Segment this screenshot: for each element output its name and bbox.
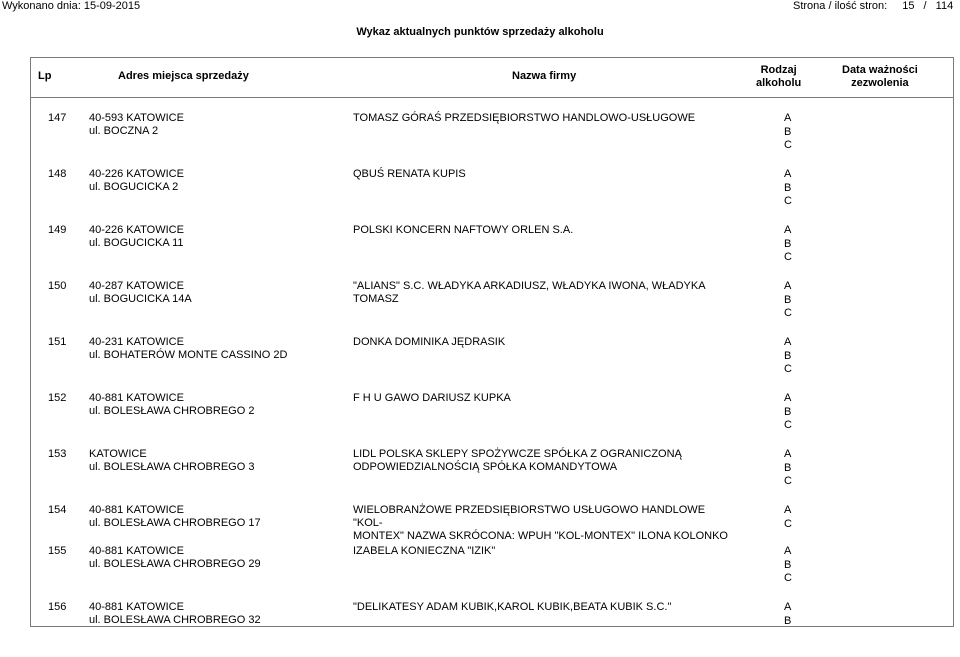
row-address xyxy=(89,545,261,571)
row-company-name-line1: DONKA DOMINIKA JĘDRASIK xyxy=(353,336,506,348)
page-total: 114 xyxy=(935,0,954,12)
page-header-line xyxy=(0,0,960,14)
row-company-name-line1: TOMASZ GÓRAŚ PRZEDSIĘBIORSTWO HANDLOWO-USŁUGOWE xyxy=(353,112,696,124)
table-row xyxy=(30,280,954,336)
row-address xyxy=(89,112,184,138)
row-address-city: 40-226 KATOWICE xyxy=(89,168,184,180)
row-lp: 152 xyxy=(48,392,67,404)
row-address-street: ul. BOLESŁAWA CHROBREGO 2 xyxy=(89,405,255,417)
row-address-city: 40-593 KATOWICE xyxy=(89,112,184,124)
table-row xyxy=(30,448,954,504)
row-company-name-line1: LIDL POLSKA SKLEPY SPOŻYWCZE SPÓŁKA Z OGRANICZONĄ xyxy=(353,448,682,460)
row-address-street: ul. BOGUCICKA 14A xyxy=(89,293,192,305)
row-alcohol-types xyxy=(784,545,792,586)
page-separator: / xyxy=(923,0,927,12)
alcohol-type: B xyxy=(784,461,792,474)
table-header xyxy=(30,57,954,98)
alcohol-type: B xyxy=(784,125,792,138)
alcohol-type: C xyxy=(784,517,792,530)
row-address-city: 40-231 KATOWICE xyxy=(89,336,184,348)
row-lp: 150 xyxy=(48,280,67,292)
row-company-name-line1: POLSKI KONCERN NAFTOWY ORLEN S.A. xyxy=(353,224,574,236)
row-address-street: ul. BOLESŁAWA CHROBREGO 32 xyxy=(89,614,261,626)
col-validity xyxy=(842,64,918,90)
table-row xyxy=(30,545,954,601)
row-company-name-line1: "ALIANS" S.C. WŁADYKA ARKADIUSZ, WŁADYKA IWONA, WŁADYKA TOMASZ xyxy=(353,280,705,305)
row-company-name-line2: MONTEX" NAZWA SKRÓCONA: WPUH "KOL-MONTEX" ILONA KOLONKO xyxy=(353,530,728,542)
col-address: Adres miejsca sprzedaży xyxy=(118,70,249,82)
alcohol-type: A xyxy=(784,392,792,404)
table-row xyxy=(30,392,954,448)
row-lp: 154 xyxy=(48,504,67,516)
row-company-name xyxy=(353,448,733,474)
generated-date: Wykonano dnia: 15-09-2015 xyxy=(2,0,141,12)
alcohol-type: A xyxy=(784,224,792,236)
row-address-street: ul. BOGUCICKA 2 xyxy=(89,181,179,193)
alcohol-type: A xyxy=(784,448,792,460)
row-company-name-line1: QBUŚ RENATA KUPIS xyxy=(353,168,466,180)
row-address xyxy=(89,224,184,250)
alcohol-type: B xyxy=(784,293,792,306)
table-row xyxy=(30,336,954,392)
alcohol-type: C xyxy=(784,139,792,151)
col-name: Nazwa firmy xyxy=(512,70,577,82)
row-company-name xyxy=(353,336,733,349)
row-lp: 153 xyxy=(48,448,67,460)
row-lp: 148 xyxy=(48,168,67,180)
row-alcohol-types xyxy=(784,112,792,153)
row-lp: 155 xyxy=(48,545,67,557)
row-company-name xyxy=(353,224,733,237)
row-alcohol-types xyxy=(784,392,792,433)
row-company-name xyxy=(353,392,733,405)
alcohol-type: C xyxy=(784,572,792,584)
table-row xyxy=(30,168,954,224)
row-company-name-line1: IZABELA KONIECZNA "IZIK" xyxy=(353,545,496,557)
alcohol-type: B xyxy=(784,405,792,418)
row-company-name-line1: F H U GAWO DARIUSZ KUPKA xyxy=(353,392,511,404)
alcohol-type: A xyxy=(784,601,792,613)
row-alcohol-types xyxy=(784,224,792,265)
row-address-street: ul. BOCZNA 2 xyxy=(89,125,159,137)
row-company-name-line2: ODPOWIEDZIALNOŚCIĄ SPÓŁKA KOMANDYTOWA xyxy=(353,461,618,473)
page-label: Strona / ilość stron: xyxy=(793,0,888,12)
row-address xyxy=(89,168,184,194)
row-company-name xyxy=(353,280,733,306)
row-address-city: 40-881 KATOWICE xyxy=(89,545,184,557)
row-address-city: 40-881 KATOWICE xyxy=(89,392,184,404)
row-address-street: ul. BOHATERÓW MONTE CASSINO 2D xyxy=(89,349,288,361)
table-row xyxy=(30,112,954,168)
alcohol-type: C xyxy=(784,475,792,487)
row-company-name-line1: "DELIKATESY ADAM KUBIK,KAROL KUBIK,BEATA KUBIK S.C." xyxy=(353,601,672,613)
row-alcohol-types xyxy=(784,168,792,209)
alcohol-type: B xyxy=(784,349,792,362)
col-lp: Lp xyxy=(38,70,52,82)
alcohol-type: A xyxy=(784,280,792,292)
row-alcohol-types xyxy=(784,280,792,321)
row-address-city: 40-881 KATOWICE xyxy=(89,504,184,516)
row-address xyxy=(89,601,261,627)
col-validity-line2: zezwolenia xyxy=(851,77,909,89)
row-company-name xyxy=(353,168,733,181)
row-lp: 149 xyxy=(48,224,67,236)
row-alcohol-types xyxy=(784,448,792,489)
row-company-name xyxy=(353,504,733,543)
row-lp: 151 xyxy=(48,336,67,348)
alcohol-type: A xyxy=(784,168,792,180)
alcohol-type: C xyxy=(784,363,792,375)
row-address-street: ul. BOLESŁAWA CHROBREGO 29 xyxy=(89,558,261,570)
row-address xyxy=(89,280,192,306)
row-address-city: 40-226 KATOWICE xyxy=(89,224,184,236)
row-address xyxy=(89,392,254,418)
col-type xyxy=(756,64,801,90)
row-company-name-line1: WIELOBRANŻOWE PRZEDSIĘBIORSTWO USŁUGOWO HANDLOWE "KOL- xyxy=(353,504,706,529)
row-alcohol-types xyxy=(784,504,792,531)
row-address-street: ul. BOLESŁAWA CHROBREGO 17 xyxy=(89,517,261,529)
col-type-line2: alkoholu xyxy=(756,77,802,89)
alcohol-type: B xyxy=(784,181,792,194)
row-address-city: 40-287 KATOWICE xyxy=(89,280,184,292)
row-company-name xyxy=(353,112,733,125)
alcohol-type: C xyxy=(784,307,792,319)
alcohol-type: C xyxy=(784,419,792,431)
alcohol-type: A xyxy=(784,336,792,348)
row-address xyxy=(89,448,254,474)
table-row xyxy=(30,601,954,657)
table-row xyxy=(30,224,954,280)
alcohol-type: A xyxy=(784,112,792,124)
alcohol-type: A xyxy=(784,545,792,557)
row-alcohol-types xyxy=(784,601,791,628)
alcohol-type: C xyxy=(784,251,792,263)
row-lp: 147 xyxy=(48,112,67,124)
page-title: Wykaz aktualnych punktów sprzedaży alkoholu xyxy=(356,26,604,38)
col-type-line1: Rodzaj xyxy=(760,64,797,76)
row-address-city: 40-881 KATOWICE xyxy=(89,601,184,613)
row-address xyxy=(89,504,261,530)
row-alcohol-types xyxy=(784,336,792,377)
alcohol-type: B xyxy=(784,614,792,627)
row-address-street: ul. BOGUCICKA 11 xyxy=(89,237,184,249)
row-company-name xyxy=(353,545,733,558)
row-company-name xyxy=(353,601,733,614)
row-address xyxy=(89,336,287,362)
alcohol-type: C xyxy=(784,195,792,207)
row-lp: 156 xyxy=(48,601,67,613)
col-validity-line1: Data ważności xyxy=(842,64,918,76)
page-current: 15 xyxy=(902,0,915,12)
alcohol-type: B xyxy=(784,237,792,250)
alcohol-type: B xyxy=(784,558,792,571)
page-counter xyxy=(793,0,953,12)
row-address-city: KATOWICE xyxy=(89,448,147,460)
row-address-street: ul. BOLESŁAWA CHROBREGO 3 xyxy=(89,461,255,473)
alcohol-type: A xyxy=(784,504,792,516)
